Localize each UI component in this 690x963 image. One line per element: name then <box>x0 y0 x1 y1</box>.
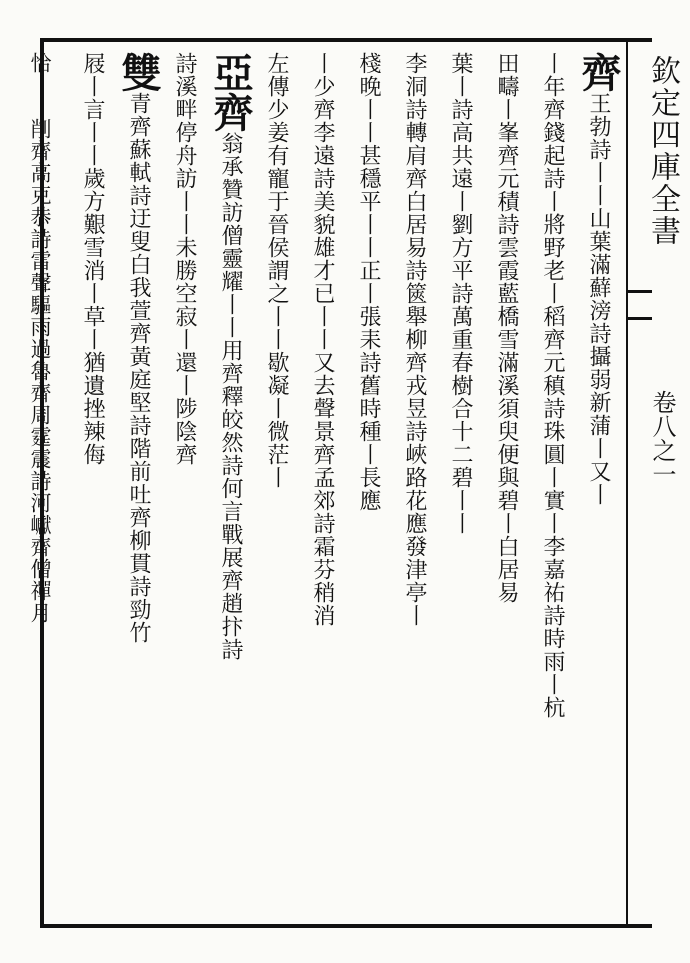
text-column-4: 葉丨詩高共遠丨劉方平詩萬重春樹合十二碧丨丨 <box>448 52 473 535</box>
text-column-7: 丨少齊李遠詩美貌雄才已丨丨又去聲景齊孟郊詩霜芬稍消 <box>310 52 335 627</box>
text-column-3: 田疇丨峯齊元積詩雲霞藍橋雪滿溪須臾便與碧丨白居易 <box>494 52 519 604</box>
fishtail-mark <box>628 290 652 320</box>
text-column-2: 丨年齊錢起詩丨將野老丨稻齊元稹詩珠圓丨實丨李嘉祐詩時雨丨杭 <box>540 52 565 719</box>
text-column-6: 棧晚丨丨甚穩平丨丨正丨張耒詩舊時種丨長應 <box>356 52 381 512</box>
volume-number: 卷八之一 <box>648 390 676 486</box>
text-column-8: 左傳少姜有寵于晉侯謂之丨丨歇凝丨微茫丨 <box>264 52 289 489</box>
text-column-13: 恰丨丨削齊高克恭詩雷聲驅雨過魯齊周霆震詩河巘齊僧禪月 <box>28 52 52 624</box>
text-column-12: 屐丨言丨丨歲方艱雪消丨草丨猶遺挫辣侮 <box>80 52 105 466</box>
text-column-10: 詩溪畔停舟訪丨丨未勝空寂丨還丨陟陰齊 <box>172 52 197 466</box>
text-column-1: 齊王勃詩丨丨山葉滿蘚滂詩攝弱新蒲丨又丨 <box>575 52 622 506</box>
text-column-5: 李洞詩轉肩齊白居易詩篋舉柳齊戎昱詩峽路花應發津亭丨 <box>402 52 427 627</box>
book-title: 欽定四庫全書 <box>645 55 680 247</box>
text-column-9: 亞齊翁承贊訪僧靈耀丨丨用齊釋皎然詩何言戰展齊趙抃詩 <box>207 52 254 661</box>
text-column-11: 雙青齊蘇軾詩迂叟白我萱齊黃庭堅詩階前吐齊柳貫詩勁竹 <box>115 52 162 644</box>
margin-rule <box>626 38 628 928</box>
